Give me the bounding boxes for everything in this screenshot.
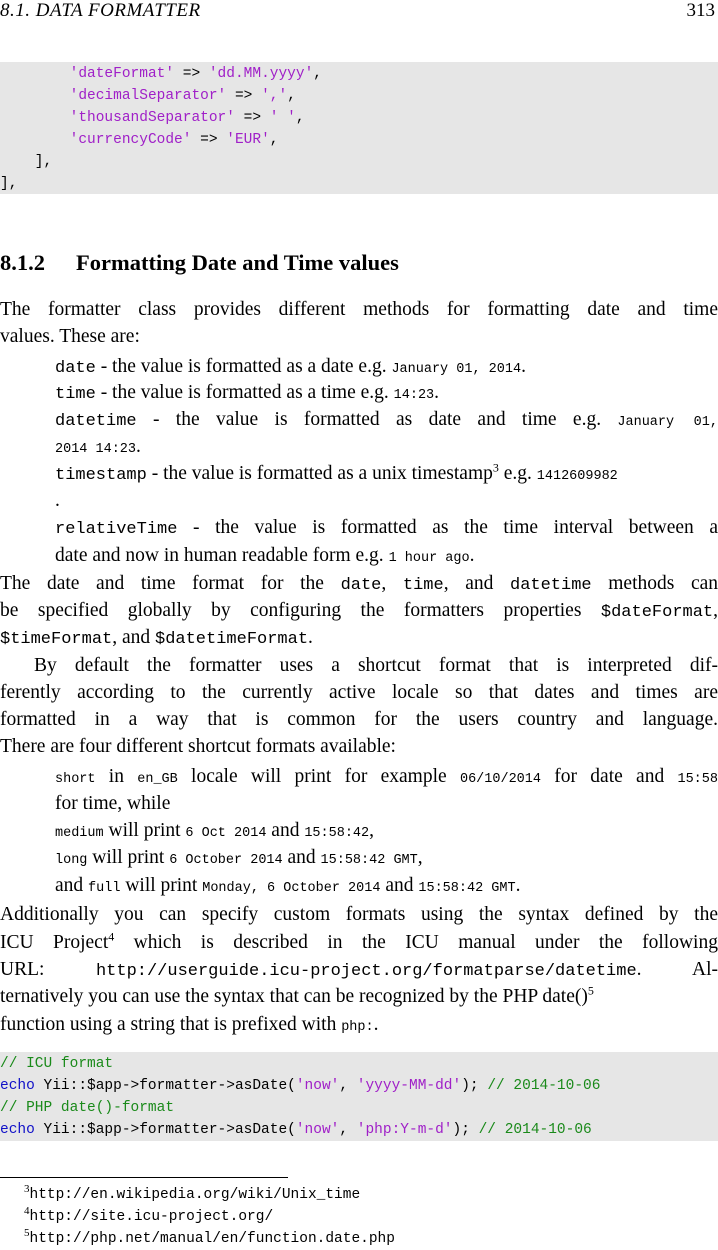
list-item-timestamp-cont: . (55, 490, 60, 511)
code-line: // PHP date()-format (0, 1100, 175, 1116)
paragraph-line: By default the formatter uses a shortcut format that is interpreted dif- (34, 655, 718, 676)
page-number: 313 (686, 0, 715, 21)
footnote-ref: 3 (492, 460, 499, 475)
code-block-date-format (0, 1052, 718, 1141)
paragraph-line: be specified globally by configuring the formatters properties $dateFormat, (0, 600, 718, 622)
paragraph-line: ferently according to the currently active locale so that dates and times are (0, 682, 718, 703)
code-line: ], (0, 154, 53, 170)
code-line: 'dateFormat' => 'dd.MM.yyyy', (69, 66, 322, 82)
list-item-date: date - the value is formatted as a date e.g. January 01, 2014. (55, 356, 526, 378)
section-heading (0, 250, 399, 276)
code-line: echo Yii::$app->formatter->asDate('now', 'yyyy-MM-dd'); // 2014-10-06 (0, 1078, 601, 1094)
running-head: 8.1. DATA FORMATTER (0, 0, 201, 21)
list-item-short-cont: for time, while (55, 793, 171, 814)
intro-line: values. These are: (0, 326, 140, 347)
list-item-medium: medium will print 6 Oct 2014 and 15:58:42, (55, 820, 375, 841)
paragraph-line: There are four different shortcut formats available: (0, 736, 396, 757)
section-number: 8.1.2 (0, 250, 45, 275)
paragraph-line: function using a string that is prefixed with php:. (0, 1014, 379, 1035)
footnote-rule (0, 1177, 288, 1178)
footnote-ref: 5 (587, 983, 594, 998)
list-item-datetime-cont: 2014 14:23. (55, 436, 141, 457)
code-line: ], (0, 176, 18, 192)
list-item-short: short in en_GB locale will print for example 06/10/2014 for date and 15:58 (55, 766, 718, 787)
list-item-datetime: datetime - the value is formatted as date and time e.g. January 01, (55, 409, 718, 431)
code-line: 'decimalSeparator' => ',', (69, 88, 296, 104)
list-item-relative: relativeTime - the value is formatted as the time interval between a (55, 517, 718, 539)
list-item-long: long will print 6 October 2014 and 15:58:42 GMT, (55, 847, 423, 868)
paragraph-line: URL: http://userguide.icu-project.org/formatparse/datetime. Al- (0, 959, 718, 981)
icu-url: http://userguide.icu-project.org/formatparse/datetime (95, 962, 637, 981)
footnote-3: $^3$http://en.wikipedia.org/wiki/Unix_time (24, 1183, 361, 1203)
section-title: Formatting Date and Time values (76, 250, 399, 275)
footnote-5: $^5$http://php.net/manual/en/function.date.php (24, 1227, 395, 1247)
footnote-4: $^4$http://site.icu-project.org/ (24, 1205, 274, 1225)
list-item-full: and full will print Monday, 6 October 2014 and 15:58:42 GMT. (55, 875, 521, 896)
code-line: // ICU format (0, 1056, 114, 1072)
code-block-config (0, 62, 718, 194)
paragraph-line: ICU Project$^4$ which is described in the ICU manual under the following (0, 929, 718, 953)
intro-line: The formatter class provides different methods for formatting date and time (0, 299, 718, 320)
paragraph-line: formatted in a way that is common for the users country and language. (0, 709, 718, 730)
list-item-timestamp: timestamp - the value is formatted as a unix timestamp$^3$ e.g. 1412609982 (55, 460, 618, 485)
paragraph-line: ternatively you can use the syntax that can be recognized by the PHP date()$^5$ (0, 983, 594, 1007)
paragraph-line: $timeFormat, and $datetimeFormat. (0, 627, 313, 649)
code-line: 'currencyCode' => 'EUR', (69, 132, 279, 148)
code-line: echo Yii::$app->formatter->asDate('now', 'php:Y-m-d'); // 2014-10-06 (0, 1122, 592, 1138)
list-item-time: time - the value is formatted as a time e.g. 14:23. (55, 382, 440, 404)
footnote-ref: 4 (108, 929, 115, 944)
paragraph-line: The date and time format for the date, time, and datetime methods can (0, 573, 718, 595)
list-item-relative-cont: date and now in human readable form e.g. 1 hour ago. (55, 545, 475, 566)
code-line: 'thousandSeparator' => ' ', (69, 110, 305, 126)
paragraph-line: Additionally you can specify custom formats using the syntax defined by the (0, 904, 718, 925)
